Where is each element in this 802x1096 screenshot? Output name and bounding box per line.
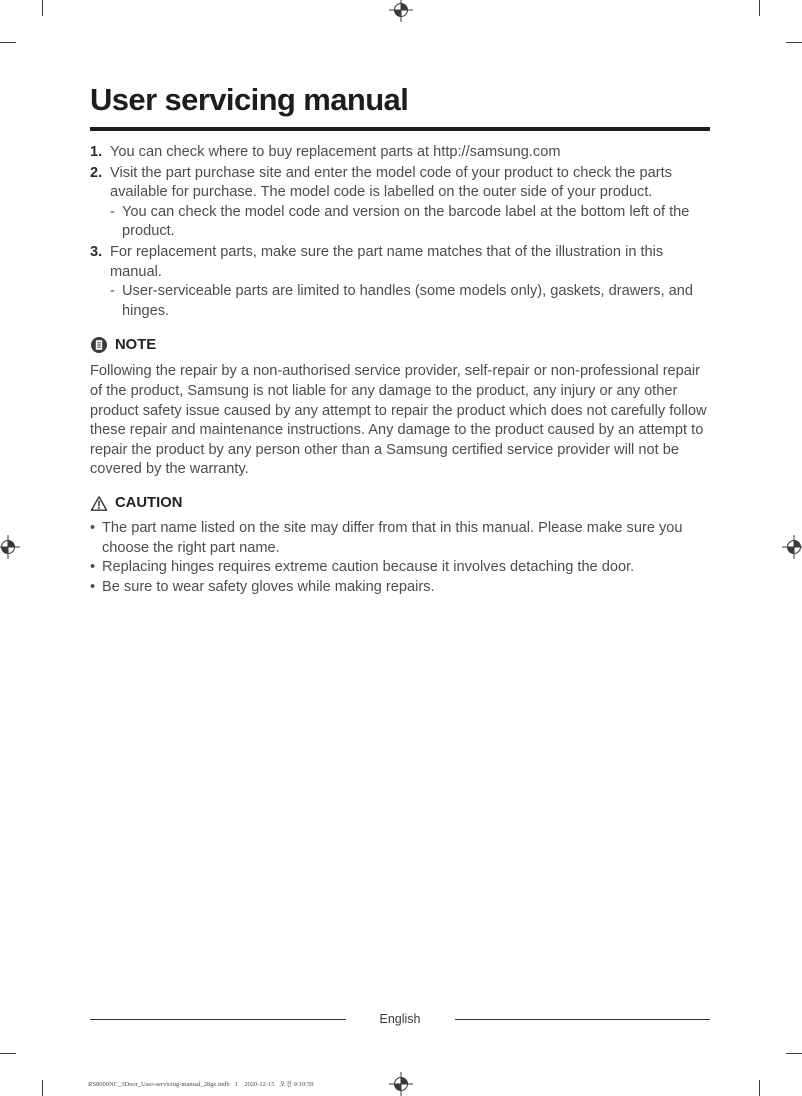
page-content: [90, 82, 710, 597]
bullet-marker: •: [90, 559, 96, 576]
page-title: User servicing manual: [90, 82, 409, 117]
step-number: 2.: [90, 164, 103, 181]
crop-mark-bottom-left-v: [42, 1080, 43, 1096]
registration-mark-bottom-icon: [389, 1072, 413, 1096]
step-text: You can check where to buy replacement parts at http://samsung.com: [110, 144, 561, 160]
footer-rule-right: [455, 1019, 711, 1020]
caution-heading: [90, 495, 710, 512]
crop-mark-bottom-right-h: [786, 1053, 802, 1054]
list-item: [90, 143, 710, 163]
caution-label: CAUTION: [115, 495, 183, 512]
step-number: 3.: [90, 243, 103, 260]
instruction-list: [90, 143, 710, 321]
dash-marker: -: [110, 203, 115, 220]
print-job-info: RS8000NC_3Door_User-servicing-manual_28ge.indb 1 2020-12-15 오전 9:10:59: [88, 1081, 314, 1088]
footer-language-label: English: [379, 1012, 421, 1026]
registration-mark-left-icon: [0, 535, 20, 559]
sub-step-text: User-serviceable parts are limited to handles (some models only), gaskets, drawers, and hinges.: [122, 283, 694, 319]
list-item: [90, 578, 710, 598]
list-item: [90, 558, 710, 578]
step-text: For replacement parts, make sure the part name matches that of the illustration in this manual.: [110, 243, 664, 280]
note-paragraph: Following the repair by a non-authorised service provider, self-repair or non-professional repair of the product, Samsung is not liable for any damage to the product, any injury or any other product safety issue caused by any attempt to repair the product which does not carefully follow these repair and maintenance instructions. Any damage to the product caused by an attempt to repair the product by any person other than a Samsung certified service provider will not be covered by the warranty.: [90, 363, 707, 478]
footer-rule-left: [90, 1019, 346, 1020]
bullet-text: Replacing hinges requires extreme caution because it involves detaching the door.: [102, 559, 635, 576]
registration-mark-top-icon: [389, 0, 413, 22]
list-item: [90, 519, 710, 558]
note-icon: [90, 336, 108, 354]
title-rule: [90, 127, 710, 131]
caution-bullet-list: [90, 519, 710, 597]
step-number: 1.: [90, 144, 103, 160]
list-item: [90, 164, 710, 242]
warning-triangle-icon: [90, 495, 108, 512]
crop-mark-bottom-right-v: [759, 1080, 760, 1096]
sub-list-item: [110, 203, 710, 242]
bullet-marker: •: [90, 519, 96, 536]
sub-step-text: You can check the model code and version on the barcode label at the bottom left of the product.: [122, 203, 690, 240]
note-heading: [90, 336, 710, 354]
bullet-text: The part name listed on the site may differ from that in this manual. Please make sure you choose the right part name.: [102, 519, 683, 556]
registration-mark-right-icon: [782, 535, 802, 559]
page-footer: [90, 1011, 710, 1027]
crop-mark-top-right-h: [786, 42, 802, 43]
dash-marker: -: [110, 283, 115, 300]
step-text: Visit the part purchase site and enter the model code of your product to check the parts available for purchase. The model code is labelled on the outer side of your product.: [110, 164, 672, 201]
crop-mark-top-left-h: [0, 42, 16, 43]
crop-mark-top-left-v: [42, 0, 43, 16]
crop-mark-bottom-left-h: [0, 1053, 16, 1054]
note-label: NOTE: [115, 337, 157, 354]
crop-mark-top-right-v: [759, 0, 760, 16]
list-item: [90, 243, 710, 321]
bullet-marker: •: [90, 578, 96, 595]
sub-list-item: [110, 282, 710, 321]
bullet-text: Be sure to wear safety gloves while making repairs.: [102, 578, 435, 595]
